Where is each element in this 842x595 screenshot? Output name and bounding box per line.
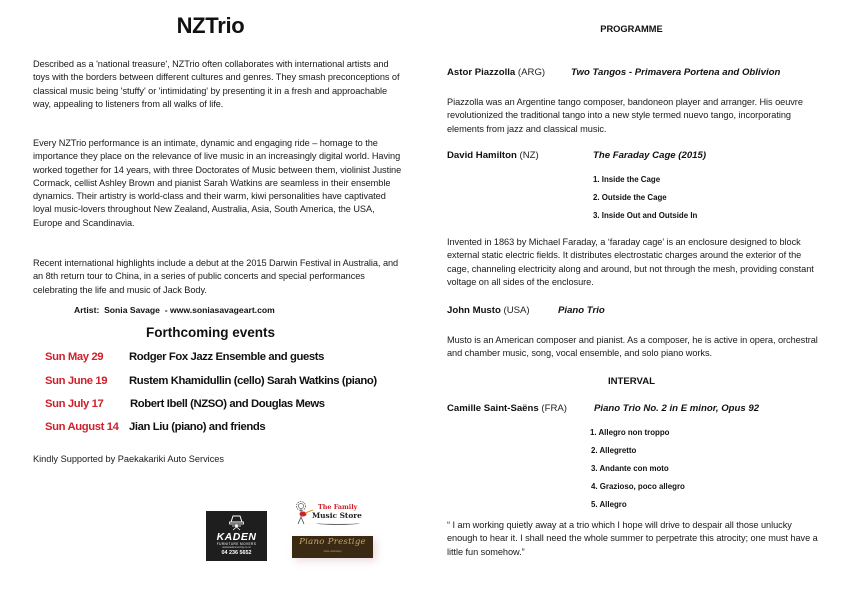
movement-item: 3. Inside Out and Outside In (593, 211, 698, 220)
kaden-subtitle: FURNITURE MOVERS (216, 542, 257, 546)
kaden-logo (206, 511, 267, 561)
movement-item: 2. Allegretto (591, 446, 637, 455)
movement-item: 4. Grazioso, poco allegro (591, 482, 685, 491)
events-heading: Forthcoming events (145, 325, 275, 340)
piece-header (447, 67, 781, 78)
event-title: Jian Liu (piano) and friends (129, 421, 266, 433)
work-title: Piano Trio No. 2 in E minor, Opus 92 (594, 403, 760, 414)
work-title: Two Tangos - Primavera Portena and Oblivion (571, 67, 781, 78)
piece-header (447, 403, 760, 414)
intro-paragraph: Described as a 'national treasure', NZTrio often collaborates with international artists and toys with the borders between different cultures and genres. They smash preconceptions of classical music being 'stuffy' or 'intimidating' by presenting it in a fresh and approachable way, appealing to listeners from all walks of life. (33, 59, 400, 109)
programme-heading: PROGRAMME (600, 24, 663, 34)
piano-mover-icon (229, 515, 244, 531)
swoosh-divider (316, 521, 360, 525)
composer-name: Camille Saint-Saëns (447, 403, 539, 414)
piece-header (447, 305, 605, 316)
event-title: Rustem Khamidullin (cello) Sarah Watkins (piano) (129, 375, 377, 387)
music-store-line1: The Family (318, 503, 358, 511)
work-title: The Faraday Cage (2015) (593, 150, 707, 161)
movement-item: 5. Allegro (591, 500, 627, 509)
movement-item: 1. Inside the Cage (593, 175, 661, 184)
piece-description: Piazzolla was an Argentine tango composer, bandoneon player and arranger. His oeuvre revolutionized the traditional tango into a new style termed nuevo tango, incorporating elements from jazz and classical music. (447, 97, 803, 134)
event-row (45, 375, 377, 387)
page-title: NZTrio (176, 13, 245, 38)
piece-description: Musto is an American composer and pianist. As a composer, he is active in opera, orchestral and chamber music, song, vocal ensemble, and solo piano works. (447, 335, 818, 359)
event-row (45, 421, 265, 433)
kaden-name: KADEN (216, 531, 257, 543)
piano-prestige-tagline: since workshop (323, 550, 342, 553)
music-store-line2: Music Store (312, 511, 362, 520)
piano-prestige-name: Piano Prestige (299, 537, 366, 547)
composer-quote: “ I am working quietly away at a trio which I hope will drive to despair all those unlucky enough to hear it. I shall need the whole summer to perpetrate this atrocity; one must have a little fun somehow.” (447, 520, 818, 557)
piece-header (447, 150, 707, 161)
composer-country: (NZ) (519, 150, 539, 161)
composer-country: (USA) (503, 305, 530, 316)
movement-item: 3. Andante con moto (591, 464, 669, 473)
piece-description: Invented in 1863 by Michael Faraday, a ‘faraday cage’ is an enclosure designed to block external static electric fields. It distributes electrostatic charges around the exterior of the cage, channeling electricity along and around, but not through the mesh, providing constant voltage on all sides of the enclosure. (447, 237, 814, 287)
event-date: Sun August 14 (45, 421, 119, 433)
support-credit: Kindly Supported by Paekakariki Auto Services (33, 454, 224, 464)
event-date: Sun May 29 (45, 351, 104, 363)
piano-prestige-logo (292, 536, 373, 558)
work-title: Piano Trio (558, 305, 605, 316)
composer-country: (ARG) (517, 67, 546, 78)
event-date: Sun July 17 (45, 398, 104, 410)
composer-name: Astor Piazzolla (447, 67, 516, 78)
movement-item: 1. Allegro non troppo (590, 428, 670, 437)
composer-name: John Musto (447, 305, 501, 316)
event-title: Rodger Fox Jazz Ensemble and guests (129, 351, 325, 363)
composer-name: David Hamilton (447, 150, 517, 161)
event-title: Robert Ibell (NZSO) and Douglas Mews (130, 398, 325, 410)
music-store-logo (290, 500, 372, 530)
movement-item: 2. Outside the Cage (593, 193, 667, 202)
intro-paragraph: Recent international highlights include a debut at the 2015 Darwin Festival in Australia, and an 8th return tour to China, in a series of public concerts and special performances celebrating the life and music of Jack Body. (33, 258, 399, 295)
kaden-phone: 04 236 5652 (221, 550, 252, 556)
composer-country: (FRA) (541, 403, 567, 414)
intro-paragraph: Every NZTrio performance is an intimate, dynamic and engaging ride – homage to the importance they place on the relevance of live music in an increasingly digital world. Having worked together for 14 years, with three Doctorates of Music between them, violinist Justine Cormack, cellist Ashley Brown and pianist Sarah Watkins are seamless in their ensemble dynamics. Their artistry is world-class and their warm, kiwi personalities have captivated loyal music-lovers throughout New Zealand, Australia, Asia, South America, the USA, Europe and Scandinavia. (33, 138, 402, 228)
artist-credit: Artist: Sonia Savage - www.soniasavageart.com (74, 305, 275, 315)
kaden-website: www.kadenmoving.co.nz (222, 546, 251, 549)
event-row (45, 398, 325, 410)
event-date: Sun June 19 (45, 375, 108, 387)
interval-heading: INTERVAL (607, 376, 656, 387)
event-row (45, 351, 324, 363)
